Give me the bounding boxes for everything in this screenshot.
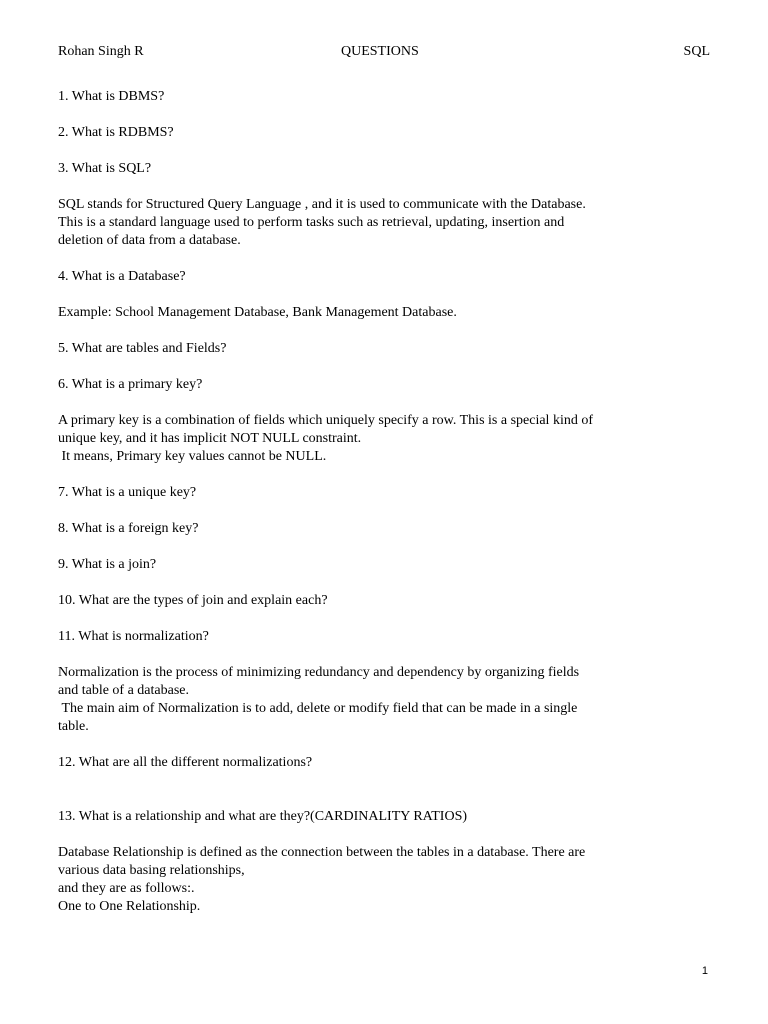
- answer-line: Database Relationship is defined as the connection between the tables in a database. There are: [58, 845, 586, 860]
- answer-block: [58, 196, 718, 250]
- question-block: [58, 160, 718, 178]
- answer-block: [58, 664, 718, 736]
- question-block: [58, 556, 718, 574]
- question-block: [58, 376, 718, 394]
- answer-block: [58, 412, 718, 466]
- question-block: [58, 520, 718, 538]
- answer-line: This is a standard language used to perform tasks such as retrieval, updating, insertion and: [58, 215, 565, 230]
- question-block: [58, 754, 718, 772]
- answer-line: and they are as follows:.: [58, 881, 195, 896]
- question-text: 4. What is a Database?: [58, 269, 186, 284]
- question-block: [58, 340, 718, 358]
- answer-line: The main aim of Normalization is to add, delete or modify field that can be made in a single: [58, 701, 578, 716]
- answer-line: deletion of data from a database.: [58, 233, 241, 248]
- header-title: QUESTIONS: [341, 44, 419, 59]
- question-text: 2. What is RDBMS?: [58, 125, 174, 140]
- answer-line: Example: School Management Database, Bank Management Database.: [58, 305, 457, 320]
- question-text: 5. What are tables and Fields?: [58, 341, 227, 356]
- header-author: Rohan Singh R: [58, 44, 144, 59]
- answer-line: It means, Primary key values cannot be NULL.: [58, 449, 327, 464]
- question-text: 6. What is a primary key?: [58, 377, 203, 392]
- question-text: 9. What is a join?: [58, 557, 157, 572]
- question-text: 3. What is SQL?: [58, 161, 152, 176]
- question-text: 13. What is a relationship and what are they?(CARDINALITY RATIOS): [58, 809, 468, 824]
- header-subject: SQL: [683, 44, 710, 59]
- question-text: 8. What is a foreign key?: [58, 521, 199, 536]
- answer-line: table.: [58, 719, 89, 734]
- question-block: [58, 88, 718, 106]
- question-block: [58, 268, 718, 286]
- page-number: 1: [701, 965, 708, 977]
- answer-line: and table of a database.: [58, 683, 189, 698]
- answer-line: SQL stands for Structured Query Language , and it is used to communicate with the Database.: [58, 197, 586, 212]
- answer-line: One to One Relationship.: [58, 899, 201, 914]
- question-block: [58, 592, 718, 610]
- answer-line: unique key, and it has implicit NOT NULL constraint.: [58, 431, 362, 446]
- question-text: 12. What are all the different normalizations?: [58, 755, 313, 770]
- answer-block: [58, 844, 718, 916]
- question-block: [58, 124, 718, 142]
- answer-line: A primary key is a combination of fields which uniquely specify a row. This is a special kind of: [58, 413, 593, 428]
- question-block: [58, 484, 718, 502]
- question-block: [58, 808, 718, 826]
- question-text: 1. What is DBMS?: [58, 89, 165, 104]
- question-text: 7. What is a unique key?: [58, 485, 197, 500]
- question-block: [58, 628, 718, 646]
- answer-line: various data basing relationships,: [58, 863, 245, 878]
- question-text: 10. What are the types of join and explain each?: [58, 593, 328, 608]
- answer-block: [58, 304, 718, 322]
- answer-line: Normalization is the process of minimizing redundancy and dependency by organizing fields: [58, 665, 580, 680]
- document-body: [58, 88, 718, 934]
- page-header: [58, 43, 710, 61]
- question-text: 11. What is normalization?: [58, 629, 209, 644]
